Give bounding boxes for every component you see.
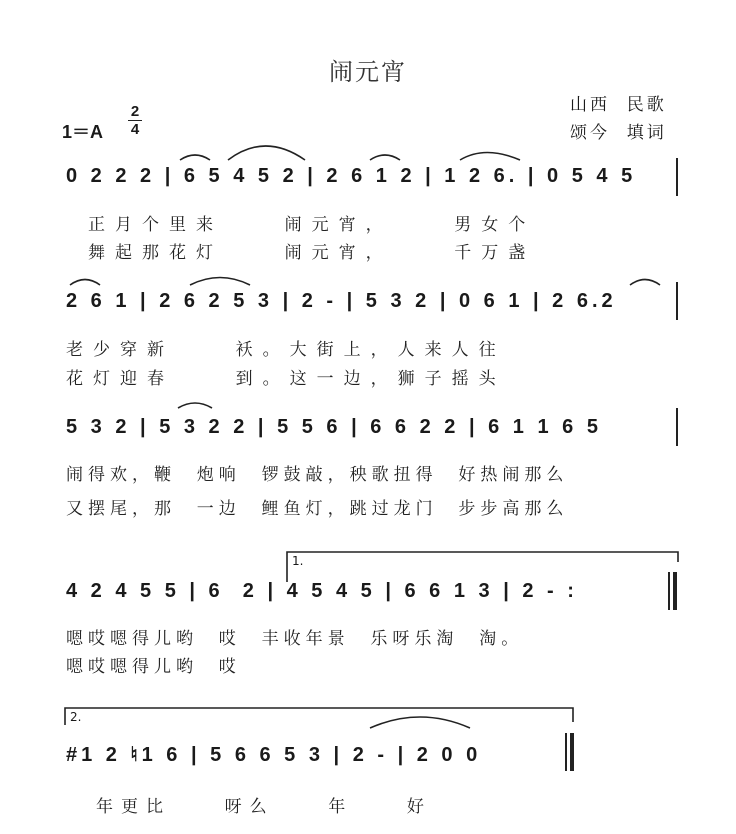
volta-1-label: 1. (292, 554, 304, 568)
lyric-line-4b: 嗯哎嗯得儿哟 哎 (66, 657, 241, 677)
lyric-line-5a: 年更比 呀么 年 好 (96, 797, 432, 817)
lyric-line-1a: 正月个里来 闹元宵， 男女个 (88, 215, 536, 235)
lyric-line-2b: 花灯迎春 到。这一边，狮子摇头 (66, 369, 506, 389)
notation-line-4: 4 2 4 5 5 | 6 2 | 4 5 4 5 | 6 6 1 3 | 2 - : (66, 580, 578, 602)
key-signature: 1＝A (62, 122, 104, 142)
lyric-line-2a: 老少穿新 袄。大街上，人来人往 (66, 340, 506, 360)
meter-top: 2 (130, 103, 140, 120)
lyric-line-3b: 又摆尾，那 一边 鲤鱼灯，跳过龙门 步步高那么 (66, 499, 569, 519)
notation-line-3: 5 3 2 | 5 3 2 2 | 5 5 6 | 6 6 2 2 | 6 1 1 6 5 (66, 416, 602, 438)
notation-line-5: #1 2 ♮1 6 | 5 6 6 5 3 | 2 - | 2 0 0 (66, 744, 482, 766)
lyricist-credit: 颂今 填词 (570, 123, 667, 143)
composer-credit: 山西 民歌 (570, 95, 667, 115)
song-title: 闹元宵 (329, 58, 407, 86)
lyric-line-4a: 嗯哎嗯得儿哟 哎 丰收年景 乐呀乐淘 淘。 (66, 629, 524, 649)
lyric-line-1b: 舞起那花灯 闹元宵， 千万盏 (88, 243, 536, 263)
meter-bottom: 4 (130, 121, 140, 138)
notation-line-1: 0 2 2 2 | 6 5 4 5 2 | 2 6 1 2 | 1 2 6. | 0 5 4 5 (66, 165, 637, 187)
volta-2-label: 2. (70, 710, 82, 724)
notation-line-2: 2 6 1 | 2 6 2 5 3 | 2 - | 5 3 2 | 0 6 1 | 2 6.2 (66, 290, 617, 312)
lyric-line-3a: 闹得欢，鞭 炮响 锣鼓敲，秧歌扭得 好热闹那么 (66, 465, 569, 485)
